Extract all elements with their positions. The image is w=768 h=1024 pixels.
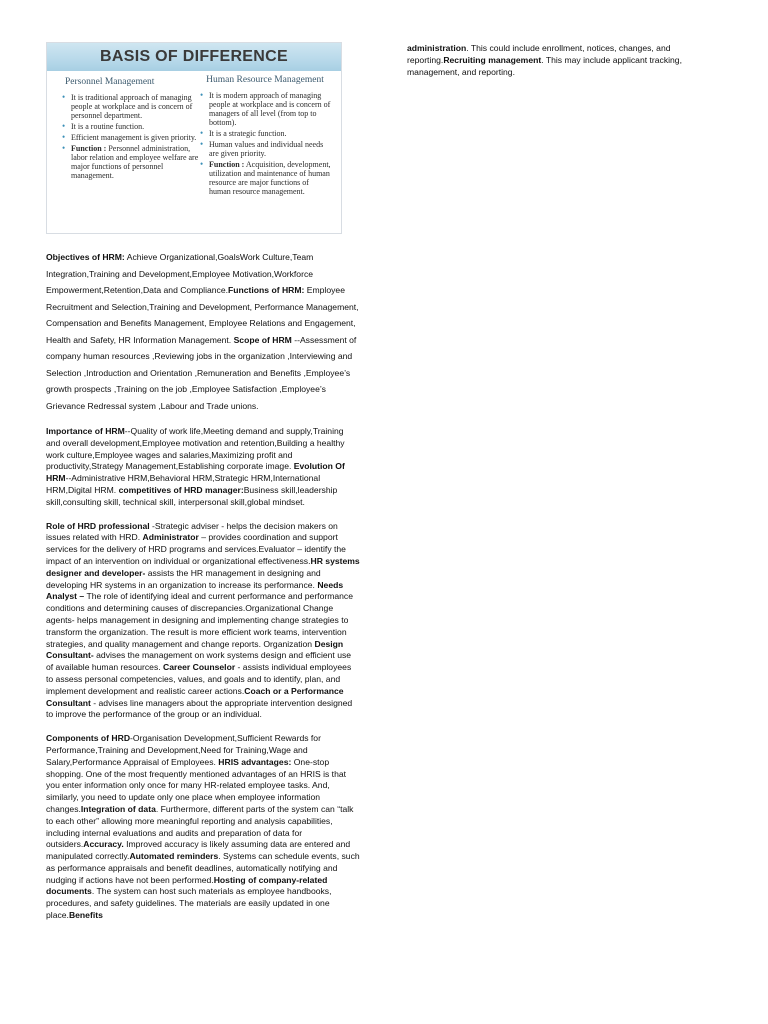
role-of-hrd-paragraph — [46, 521, 360, 722]
bullet-item: • It is modern approach of managing people at workplace and is concern of managers of all level (from top to bottom). — [199, 91, 331, 127]
hrm-column — [199, 77, 331, 198]
automated-text: . Systems can schedule events, such as performance appraisals and benefit deadlines, automatically notifying and nudging if actions have not been performed. — [46, 851, 360, 885]
function-text: Personnel administration, labor relation and employee welfare are major functions of personnel management. — [71, 144, 199, 180]
automated-label: Automated reminders — [129, 851, 219, 862]
objectives-functions-scope-paragraph — [46, 249, 360, 414]
components-text: -Organisation Development,Sufficient Rewards for Performance,Training and Development,Need for Training,Wage and Salary,Performance Appraisal of Employees. — [46, 733, 321, 767]
objectives-text: Achieve Organizational,GoalsWork Culture,Team Integration,Training and Development,Employee Motivation,Workforce Empowerment,Retention,Data and Compliance. — [46, 252, 314, 295]
importance-text: --Quality of work life,Meeting demand and supply,Training and overall development,Employee motivation and retention,Building a healthy work culture,Employee wages and salaries,Maximizing profit and productivity,Strategy Management,Establishing corporate image. — [46, 426, 345, 472]
hris-text: One-stop shopping. One of the most frequently mentioned advantages of an HRIS is that you enter information only once for many HR-related employee tasks. And, similarly, you need to update only one place when employee information changes. — [46, 756, 347, 814]
career-counselor-text: - assists individual employees to assess personal competencies, values, and goals and to identify, plan, and implement development and realistic career actions. — [46, 662, 352, 696]
spacer — [46, 414, 360, 426]
components-label: Components of HRD — [46, 733, 131, 744]
hosting-label: Hosting of company-related documents — [46, 874, 328, 897]
systems-designer-label: HR systems designer and developer- — [46, 555, 360, 578]
functions-text: Employee Recruitment and Selection,Training and Development, Performance Management, Compensation and Benefits Management, Employee Relations and Engagement, Health and Safety, HR Information Management. — [46, 285, 359, 345]
systems-designer-text: assists the HR management in designing and developing HR systems in an organization to increase its performance. — [46, 567, 321, 590]
hrm-bullets — [199, 91, 331, 196]
personnel-management-heading: Personnel Management — [65, 77, 155, 87]
function-text: Acquisition, development, utilization and maintenance of human resource are major functions of human resource management. — [209, 160, 331, 196]
recruiting-text: . This may include applicant tracking, management, and reporting. — [407, 54, 682, 77]
role-text: -Strategic adviser - helps the decision makers on issues related with HRD. — [46, 520, 338, 543]
functions-label: Functions of HRM: — [228, 285, 305, 295]
coach-label: Coach or a Performance Consultant — [46, 685, 344, 708]
bullet-item: • Human values and individual needs are given priority. — [199, 140, 331, 158]
function-label: Function : — [71, 144, 107, 153]
administration-text: . This could include enrollment, notices, changes, and reporting. — [407, 43, 671, 65]
benefits-label: Benefits — [68, 910, 103, 921]
accuracy-label: Accuracy. — [83, 839, 124, 850]
career-counselor-label: Career Counselor — [163, 662, 236, 673]
hris-label: HRIS advantages: — [218, 756, 292, 767]
personnel-bullets — [61, 93, 199, 180]
slide-title: BASIS OF DIFFERENCE — [100, 48, 288, 65]
administration-label: administration — [407, 43, 467, 53]
accuracy-text: Improved accuracy is likely assuming data are entered and manipulated correctly. — [46, 839, 351, 862]
design-consultant-text: advises the management on work systems design and efficient use of available human resources. — [46, 650, 352, 673]
design-consultant-label: Design Consultant- — [46, 638, 344, 661]
importance-label: Importance of HRM — [46, 426, 125, 436]
spacer — [46, 509, 360, 521]
needs-analyst-text: The role of identifying ideal and current performance and performance conditions and determining causes of discrepancies.Organizational Change agents- helps management in designing and implementing change strategies to transform the organization. The result is more efficient work teams, intervention strategies, and quality management and change reports. Organization — [46, 591, 354, 649]
bullet-item: • It is a strategic function. — [199, 129, 331, 138]
administrator-label: Administrator — [142, 532, 199, 543]
bullet-item — [61, 144, 199, 180]
competitives-label: competitives of HRD manager: — [118, 484, 244, 495]
scope-text: --Assessment of company human resources ,Reviewing jobs in the organization ,Interviewing and Selection ,Introduction and Orientation ,Remuneration and Benefits ,Employee’s growth prospects ,Training on the job ,Employee Satisfaction ,Employee’s Grievance Redressal system ,Labour and Trade unions. — [46, 334, 357, 411]
administrator-text: – provides coordination and support services for the delivery of HRD programs and services.Evaluator – identify the impact of an intervention on individual or organizational effectiveness. — [46, 532, 346, 566]
left-text-column — [46, 249, 360, 922]
bullet-item: • It is a routine function. — [61, 122, 199, 131]
coach-text: - advises line managers about the appropriate intervention designed to improve the performance of the group or an individual. — [46, 697, 353, 720]
role-label: Role of HRD professional — [46, 520, 150, 531]
bullet-item — [199, 160, 331, 196]
importance-evolution-paragraph — [46, 426, 360, 509]
integration-text: . Furthermore, different parts of the system can “talk to each other” allowing more meaningful reporting and analysis capabilities, including internal evaluations and audits and preparation of data for outsiders. — [46, 803, 354, 850]
personnel-management-column — [61, 77, 199, 182]
scope-label: Scope of HRM — [233, 334, 292, 345]
basis-of-difference-slide — [46, 42, 342, 234]
function-label: Function : — [209, 160, 245, 169]
integration-label: Integration of data — [80, 803, 156, 814]
hrm-heading: Human Resource Management — [206, 75, 324, 85]
competitives-text: Business skill,leadership skill,consulting skill, technical skill, interpersonal skill,global mindset. — [46, 484, 338, 507]
right-text-column — [407, 43, 717, 78]
spacer — [46, 721, 360, 733]
objectives-label: Objectives of HRM: — [46, 252, 125, 262]
evolution-text: --Administrative HRM,Behavioral HRM,Strategic HRM,International HRM,Digital HRM. — [46, 473, 321, 495]
recruiting-label: Recruiting management — [443, 54, 542, 65]
evolution-label: Evolution Of HRM — [46, 461, 345, 484]
benefits-continued-paragraph — [407, 43, 717, 78]
bullet-item: • It is traditional approach of managing people at workplace and is concern of personnel department. — [61, 93, 199, 120]
components-hris-paragraph — [46, 733, 360, 922]
hosting-text: . The system can host such materials as employee handbooks, procedures, and safety guidelines. The materials are easily updated in one place. — [46, 886, 332, 921]
bullet-item: • Efficient management is given priority. — [61, 133, 199, 142]
needs-analyst-label: Needs Analyst – — [46, 579, 344, 602]
